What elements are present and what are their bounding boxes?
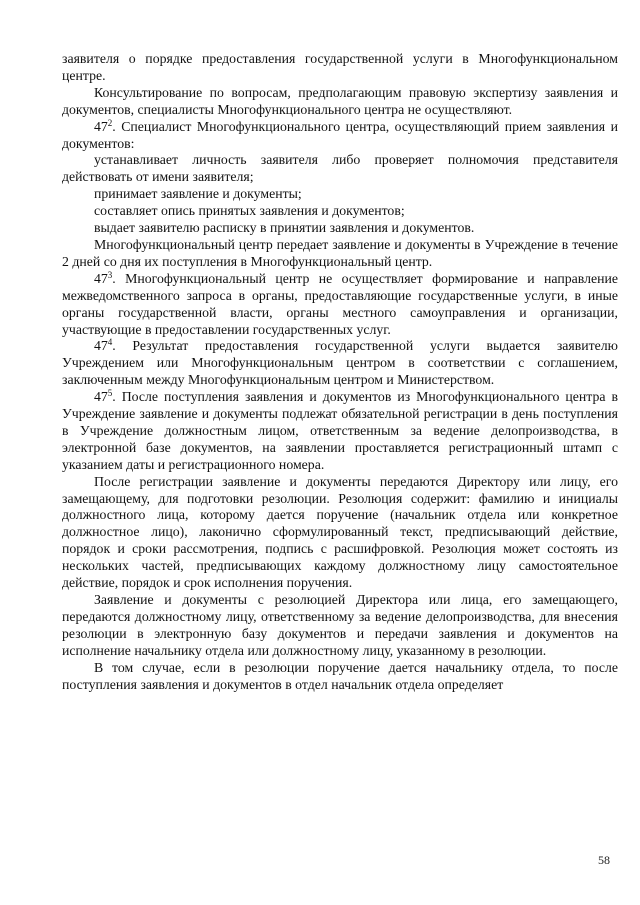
paragraph: выдает заявителю расписку в принятии заявления и документов.: [94, 220, 475, 236]
paragraph: составляет опись принятых заявления и документов;: [94, 203, 405, 219]
clause-superscript: 4: [107, 337, 113, 348]
clause-number: 47: [94, 270, 108, 286]
page-number: 58: [598, 853, 610, 867]
paragraph-text: . Специалист Многофункционального центра, осуществляющий прием заявления и документов:: [62, 118, 618, 151]
paragraph-text: . Многофункциональный центр не осуществляет формирование и направление межведомственного запроса в органы, предоставляющие государственные услуги, в иные органы государственной власти, органы местного самоуправления и организации, участвующие в предоставлении государственных услуг.: [62, 270, 618, 337]
paragraph-47-2: [62, 119, 618, 153]
paragraph-47-4: [62, 338, 618, 389]
paragraph: принимает заявление и документы;: [94, 186, 302, 202]
clause-number: 47: [94, 389, 108, 405]
paragraph: Консультирование по вопросам, предполагающим правовую экспертизу заявления и документов, специалисты Многофункционального центра не осуществляют.: [62, 84, 618, 117]
paragraph: Заявление и документы с резолюцией Директора или лица, его замещающего, передаются должностному лицу, ответственному за ведение делопроизводства, для внесения резолюции в электронную базу документов и передачи заявления и документов на исполнение начальнику отдела или должностному лицу, указанному в резолюции.: [62, 592, 618, 658]
paragraph-text: . После поступления заявления и документов из Многофункционального центра в Учреждение заявление и документы подлежат обязательной регистрации в день поступления в Учреждение должностным лицом, ответственным за ведение делопроизводства, в электронной базе документов, на заявлении проставляется регистрационный штамп с указанием даты и регистрационного номера.: [62, 389, 618, 472]
clause-number: 47: [94, 118, 108, 134]
paragraph-text: . Результат предоставления государственной услуги выдается заявителю Учреждением или Многофункциональным центром в соответствии с соглашением, заключенным между Многофункциональным центром и Министерством.: [62, 338, 618, 388]
paragraph-47-5: [62, 389, 618, 474]
document-page: [62, 51, 618, 693]
paragraph: После регистрации заявление и документы передаются Директору или лицу, его замещающему, для подготовки резолюции. Резолюция содержит: фамилию и инициалы должностного лица, которому дается поручение (начальник отдела или конкретное должностное лицо), лаконично сформулированный текст, предписывающий действие, порядок и сроки рассмотрения, подпись с расшифровкой. Резолюция может состоять из нескольких частей, предписывающих каждому должностному лицу самостоятельное действие, порядок и срок исполнения поручения.: [62, 473, 618, 591]
paragraph: В том случае, если в резолюции поручение дается начальнику отдела, то после поступления заявления и документов в отдел начальник отдела определяет: [62, 659, 618, 692]
clause-number: 47: [94, 338, 108, 354]
clause-superscript: 5: [107, 388, 113, 399]
clause-superscript: 2: [107, 117, 113, 128]
clause-superscript: 3: [107, 269, 113, 280]
paragraph: заявителя о порядке предоставления государственной услуги в Многофункциональном центре.: [62, 51, 618, 83]
paragraph: Многофункциональный центр передает заявление и документы в Учреждение в течение 2 дней со дня их поступления в Многофункциональный центр.: [62, 236, 618, 269]
paragraph-47-3: [62, 271, 618, 339]
paragraph: устанавливает личность заявителя либо проверяет полномочия представителя действовать от имени заявителя;: [62, 152, 618, 185]
